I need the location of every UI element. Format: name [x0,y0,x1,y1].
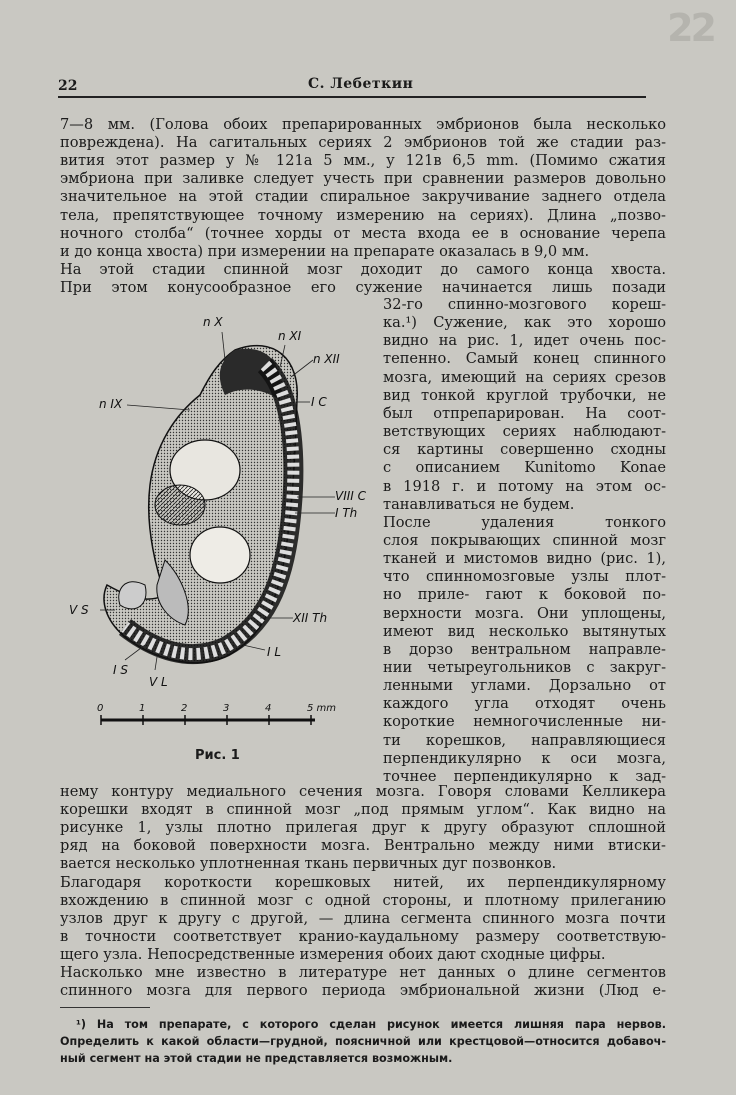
text-line: Насколько мне известно в литературе нет данных о длине сегментов [60,964,666,981]
text-line: повреждена). На сагитальных сериях 2 эмбрионов той же стадии раз- [60,134,666,152]
label-VIIIC: VIII C [335,489,367,503]
text-line: щего узла. Непосредственные измерения обоих дают сходные цифры. [60,945,606,963]
text-line: но приле- гают к боковой по- [383,586,666,604]
label-nX: n X [203,315,223,329]
label-VS: V S [69,603,89,617]
tail-region [119,582,146,609]
text-line: ночного столба“ (точнее хорды от места входа ее в основание черепа [60,224,666,242]
scale-tick-0: 0 [97,703,104,714]
text-line: При этом конусообразное его сужение начинается лишь позади [60,278,666,296]
text-line: нии четыреугольников с закруг- [383,659,666,676]
label-IL: I L [267,645,282,659]
text-line: эмбриона при заливке следует учесть при сравнении размеров довольно [60,170,666,188]
scale-bar [101,715,315,725]
page-number: 22 [58,78,78,94]
label-VL: V L [149,675,168,689]
text-line: танавливаться не будем. [383,495,575,513]
text-line: вития этот размер у № 121а 5 мм., у 121в 6,5 mm. (Помимо сжатия [60,152,666,170]
scale-tick-2: 2 [181,703,188,714]
figure-caption: Рис. 1 [195,748,240,763]
label-nXII: n XII [313,352,340,366]
text-line: тепенно. Самый конец спинного [383,350,666,368]
label-nIX: n IX [99,397,123,411]
text-line: ветствующих сериях наблюдают- [383,423,666,441]
text-line: и до конца хвоста) при измерении на препарате оказалась в 9,0 мм. [60,242,590,260]
text-line: каждого угла отходят очень [383,695,666,713]
figure-embryo [69,305,370,765]
handwritten-page-number: 22 [667,6,714,50]
scale-tick-3: 3 [223,703,230,714]
text-line: Благодаря короткости корешковых нитей, их перпендикулярному [60,873,666,891]
text-line: нему контуру медиального сечения мозга. Говоря словами Келликера [60,783,666,800]
label-IS: I S [113,663,128,677]
text-line: рисунке 1, узлы плотно прилегая друг к другу образуют сплошной [60,819,666,837]
text-line: слоя покрывающих спинной мозг [383,531,666,549]
text-line: ряд на боковой поверхности мозга. Вентрально между ними втиски- [60,837,666,855]
text-line: видно на рис. 1, идет очень пос- [383,332,666,350]
text-line: узлов друг к другу с другой, — длина сегмента спинного мозга почти [60,909,666,927]
abdomen-region [190,527,250,583]
text-line: имеют вид несколько вытянутых [383,622,666,640]
label-nXI: n XI [278,329,302,343]
label-XIITh: XII Th [293,611,328,625]
scale-tick-1: 1 [139,703,146,714]
text-line: спинного мозга для первого периода эмбриональной жизни (Люд е- [60,982,666,1000]
text-line: вид тонкой круглой трубочки, не [383,386,666,404]
text-line: ка.¹) Сужение, как это хорошо [383,314,666,332]
text-line: ти корешков, направляющиеся [383,731,666,749]
embryo-drawing [85,305,370,745]
running-header [58,76,646,98]
text-line: в 1918 г. и потому на этом ос- [383,477,666,495]
text-line: 32-го спинно-мозгового кореш- [383,296,666,313]
text-line: был отпрепарирован. На соот- [383,404,666,422]
text-line: корешки входят в спинной мозг „под прямым углом“. Как видно на [60,801,666,819]
text-line: тела, препятствующее точному измерению на сериях). Длина „позво- [60,206,666,224]
text-line: что спинномозговые узлы плот- [383,568,666,586]
text-line: в дорзо вентральном направле- [383,640,666,658]
text-line: точнее перпендикулярно к зад- [383,767,666,785]
text-line: 7—8 мм. (Голова обоих препарированных эмбрионов была несколько [60,116,666,133]
scale-tick-4: 4 [265,703,272,714]
footnote-line: Определить к какой области—грудной, поясничной или крестцовой—относится добавоч- [60,1035,666,1048]
text-line: вхождению в спинной мозг с одной стороны, и плотному прилеганию [60,891,666,909]
text-line: с описанием Kunitomo Konae [383,459,666,477]
text-line: ленными углами. Дорзально от [383,677,666,695]
text-line: тканей и мистомов видно (рис. 1), [383,550,666,568]
footnote-line: ¹) На том препарате, с которого сделан рисунок имеется лишняя пара нервов. [76,1018,666,1031]
text-line: значительное на этой стадии спиральное закручивание заднего отдела [60,188,666,206]
label-ITh: I Th [335,506,358,520]
text-line: мозга, имеющий на сериях срезов [383,368,666,386]
scale-tick-5: 5 mm [307,703,337,714]
text-line: короткие немногочисленные ни- [383,713,666,731]
footnote-rule [60,1007,150,1008]
text-line: ся картины совершенно сходны [383,441,666,459]
text-line: верхности мозга. Они уплощены, [383,604,666,622]
author-name: С. Лебеткин [308,76,414,92]
text-line: вается несколько уплотненная ткань первичных дуг позвонков. [60,855,557,873]
text-line: в точности соответствует кранио-каудальному размеру соответствую- [60,927,666,945]
text-line: перпендикулярно к оси мозга, [383,749,666,767]
footnote-line: ный сегмент на этой стадии не представляется возможным. [60,1052,453,1065]
liver-region [155,485,205,525]
text-line: После удаления тонкого [383,513,666,531]
text-line: На этой стадии спинной мозг доходит до самого конца хвоста. [60,260,666,278]
label-IC: I C [311,395,327,409]
